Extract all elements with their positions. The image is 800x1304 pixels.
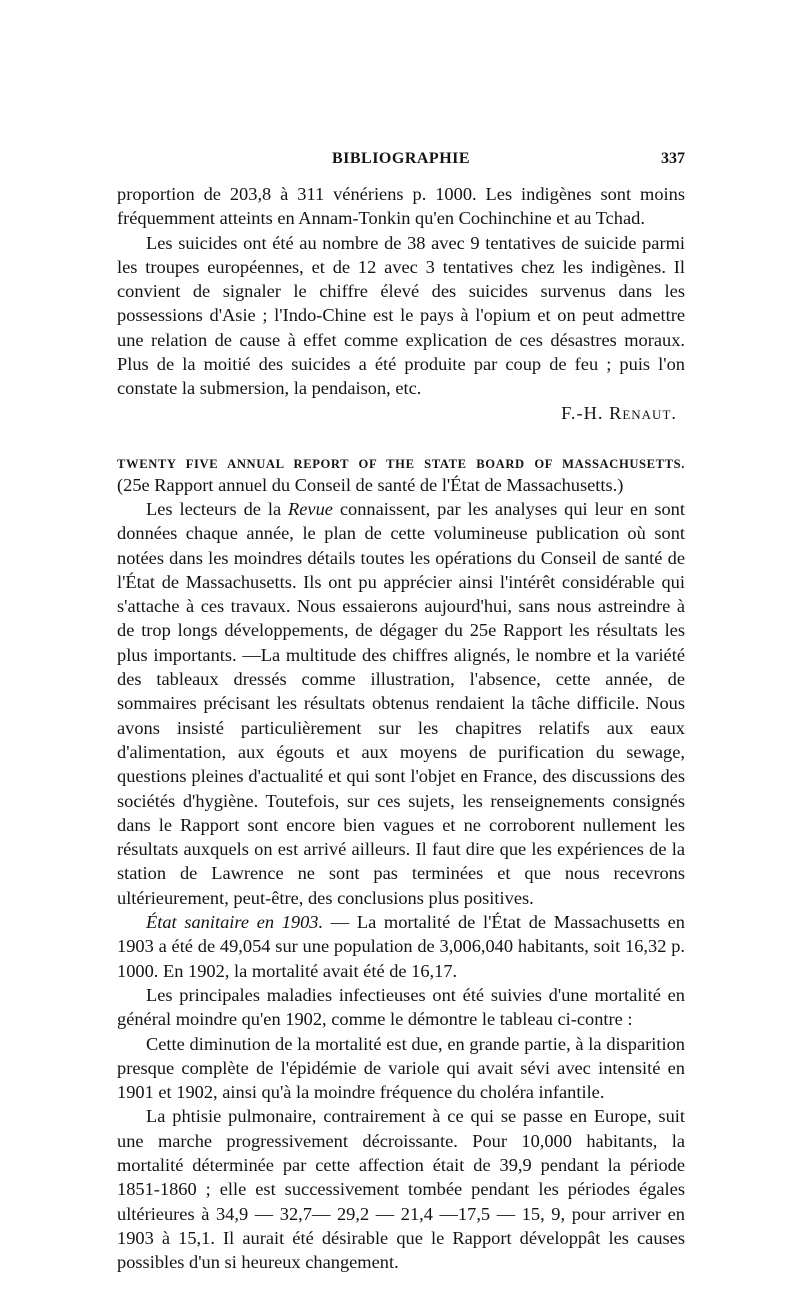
paragraph: proportion de 203,8 à 311 vénériens p. 1000. Les indigènes sont moins fréquemment atteints en Annam-Tonkin qu'en Cochinchine et au Tchad.: [117, 184, 685, 229]
running-head: [117, 150, 685, 174]
paragraph: Les suicides ont été au nombre de 38 avec 9 tentatives de suicide parmi les troupes européennes, et de 12 avec 3 tentatives chez les indigènes. Il convient de signaler le chiffre élevé des suicides survenus dans les possessions d'Asie ; l'Indo-Chine est le pays à l'opium et on peut admettre une relation de cause à effet comme explication de ces désastres moraux. Plus de la moitié des suicides a été produite par coup de feu ; puis l'on constate la submersion, la pendaison, etc.: [117, 232, 685, 399]
book-page: [117, 150, 685, 1274]
section-heading: État sanitaire en 1903.: [146, 912, 324, 933]
journal-name: Revue: [288, 498, 333, 519]
running-title: BIBLIOGRAPHIE: [331, 150, 471, 167]
review-section-2: [117, 455, 685, 1275]
paragraph: [117, 910, 685, 983]
author-signature: F.-H. Renaut.: [561, 402, 677, 423]
text-run: Les lecteurs de la: [146, 498, 289, 519]
report-title: TWENTY FIVE ANNUAL REPORT OF THE STATE BOARD OF MASSACHUSETTS.: [117, 456, 685, 471]
report-subtitle: (25e Rapport annuel du Conseil de santé de l'État de Massachusetts.): [117, 474, 624, 495]
text-run: — La mortalité de l'État de Massachusetts en 1903 a été de 49,054 sur une population de 3,006,040 habitants, soit 16,32 p. 1000. En 1902, la mortalité avait été de 16,17.: [117, 912, 685, 981]
paragraph: La phtisie pulmonaire, contrairement à ce qui se passe en Europe, suit une marche progressivement décroissante. Pour 10,000 habitants, la mortalité déterminée par cette affection était de 39,9 pendant la période 1851-1860 ; elle est successivement tombée pendant les périodes égales ultérieures à 34,9 — 32,7— 29,2 — 21,4 —17,5 — 15, 9, pour arriver en 1903 à 15,1. Il aurait été désirable que le Rapport développât les causes possibles d'un si heureux changement.: [117, 1106, 685, 1273]
review-section-1: [117, 182, 685, 425]
section-spacer: [117, 425, 685, 455]
paragraph: [117, 497, 685, 910]
page-number: 337: [661, 150, 685, 167]
paragraph: Les principales maladies infectieuses ont été suivies d'une mortalité en général moindre qu'en 1902, comme le démontre le tableau ci-contre :: [117, 984, 685, 1030]
text-run: connaissent, par les analyses qui leur en sont données chaque année, le plan de cette volumineuse publication où sont notées dans les moindres détails toutes les opérations du Conseil de santé de l'État de Massachusetts. Ils ont pu apprécier ainsi l'intérêt considérable qui s'attache à ces travaux. Nous essaierons aujourd'hui, sans nous astreindre à de trop longs développements, de dégager du 25e Rapport les résultats les plus importants. —La multitude des chiffres alignés, le nombre et la variété des tableaux dressés comme illustration, l'absence, cette année, de sommaires précisant les résultats obtenus rendaient la tâche difficile. Nous avons insisté particulièrement sur les chapitres relatifs aux eaux d'alimentation, aux égouts et aux moyens de purification du sewage, questions pleines d'actualité et qui sont l'objet en France, des discussions des sociétés d'hygiène. Toutefois, sur ces sujets, les renseignements consignés dans le Rapport sont encore bien vagues et ne corroborent nullement les résultats auxquels on est arrivé ailleurs. Il faut dire que les expériences de la station de Lawrence ne sont pas terminées et que nous recevrons ultérieurement, peut-être, des conclusions plus positives.: [117, 498, 685, 908]
paragraph: Cette diminution de la mortalité est due, en grande partie, à la disparition presque complète de l'épidémie de variole qui avait sévi avec intensité en 1901 et 1902, ainsi qu'à la moindre fréquence du choléra infantile.: [117, 1033, 685, 1103]
